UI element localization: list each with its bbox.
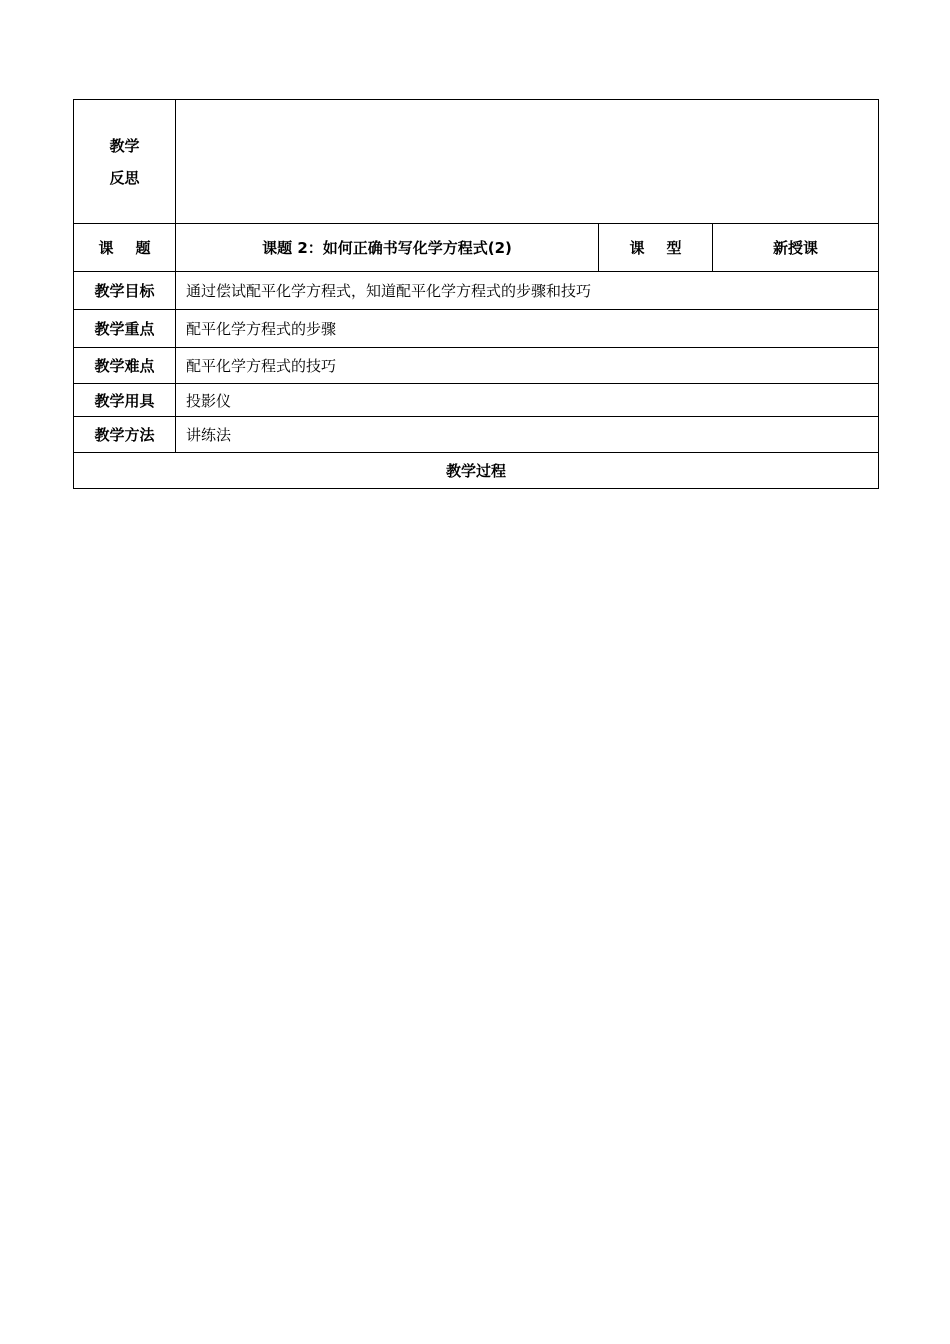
- topic-value: 课题 2：如何正确书写化学方程式(2): [176, 224, 599, 272]
- difficulties-value: 配平化学方程式的技巧: [176, 348, 879, 384]
- topic-label: [74, 224, 176, 272]
- reflection-label-line1: 教学: [109, 136, 140, 155]
- topic-row: [74, 224, 879, 272]
- reflection-label: [74, 100, 176, 224]
- table-row: [74, 417, 879, 453]
- table-row: [74, 384, 879, 417]
- table-row: [74, 272, 879, 310]
- reflection-label-line2: 反思: [109, 168, 140, 187]
- topic-label-char1: 课: [98, 239, 114, 257]
- tools-label: 教学用具: [74, 384, 176, 417]
- process-header-row: [74, 453, 879, 489]
- reflection-content[interactable]: [176, 100, 879, 224]
- table-row: [74, 310, 879, 348]
- key-points-label: 教学重点: [74, 310, 176, 348]
- objectives-label: 教学目标: [74, 272, 176, 310]
- methods-label: 教学方法: [74, 417, 176, 453]
- topic-label-char2: 题: [135, 239, 151, 257]
- type-label-char2: 型: [666, 239, 682, 257]
- table-row: [74, 348, 879, 384]
- type-label-char1: 课: [629, 239, 645, 257]
- type-label: [599, 224, 713, 272]
- type-value: 新授课: [713, 224, 879, 272]
- reflection-row: [74, 100, 879, 224]
- objectives-value: 通过偿试配平化学方程式，知道配平化学方程式的步骤和技巧: [176, 272, 879, 310]
- methods-value: 讲练法: [176, 417, 879, 453]
- difficulties-label: 教学难点: [74, 348, 176, 384]
- key-points-value: 配平化学方程式的步骤: [176, 310, 879, 348]
- process-header: 教学过程: [74, 453, 879, 489]
- lesson-plan-table: [73, 99, 879, 489]
- tools-value: 投影仪: [176, 384, 879, 417]
